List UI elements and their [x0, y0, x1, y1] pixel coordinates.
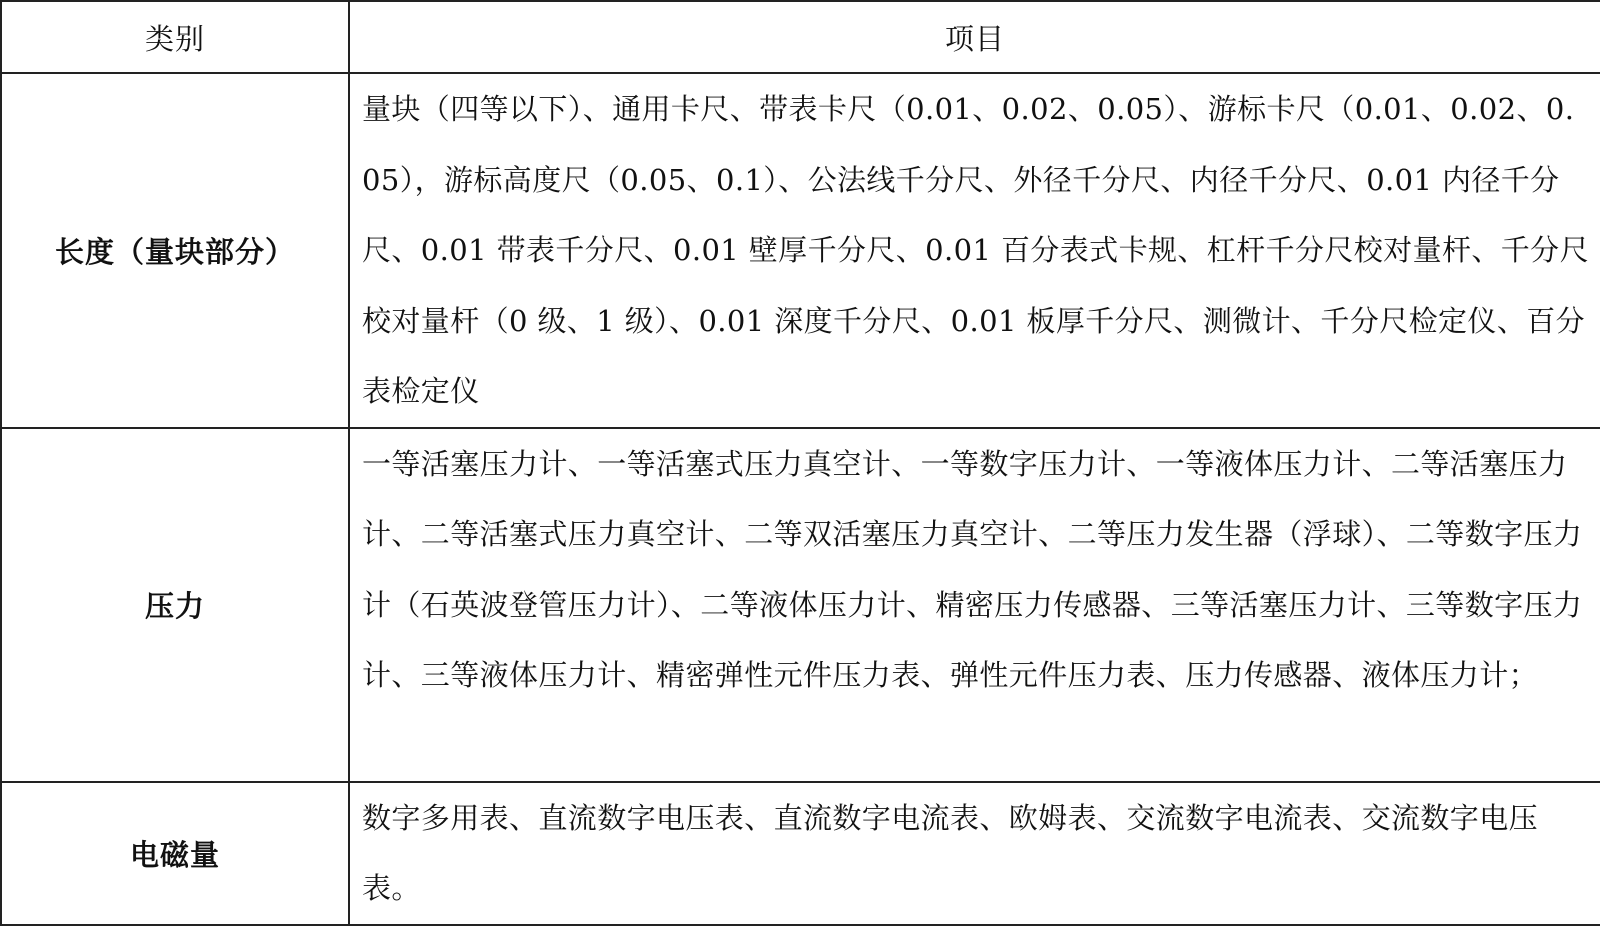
category-pressure: 压力: [1, 428, 349, 782]
header-category: 类别: [1, 1, 349, 73]
items-length: 量块（四等以下）、通用卡尺、带表卡尺（0.01、0.02、0.05）、游标卡尺（0.01、0.02、0.05），游标高度尺（0.05、0.1）、公法线千分尺、外径千分尺、内径千分尺、0.01 内径千分尺、0.01 带表千分尺、0.01 壁厚千分尺、0.01 百分表式卡规、杠杆千分尺校对量杆、千分尺校对量杆（0 级、1 级）、0.01 深度千分尺、0.01 板厚千分尺、测微计、千分尺检定仪、百分表检定仪: [349, 73, 1600, 428]
table-row: [1, 73, 1600, 428]
category-length: 长度（量块部分）: [1, 73, 349, 428]
table-row: [1, 428, 1600, 782]
table-row: [1, 782, 1600, 925]
category-electromagnetic: 电磁量: [1, 782, 349, 925]
items-electromagnetic: 数字多用表、直流数字电压表、直流数字电流表、欧姆表、交流数字电流表、交流数字电压表。: [349, 782, 1600, 925]
table-header-row: [1, 1, 1600, 73]
header-items: 项目: [349, 1, 1600, 73]
items-pressure: 一等活塞压力计、一等活塞式压力真空计、一等数字压力计、一等液体压力计、二等活塞压力计、二等活塞式压力真空计、二等双活塞压力真空计、二等压力发生器（浮球）、二等数字压力计（石英波登管压力计）、二等液体压力计、精密压力传感器、三等活塞压力计、三等数字压力计、三等液体压力计、精密弹性元件压力表、弹性元件压力表、压力传感器、液体压力计；: [349, 428, 1600, 782]
